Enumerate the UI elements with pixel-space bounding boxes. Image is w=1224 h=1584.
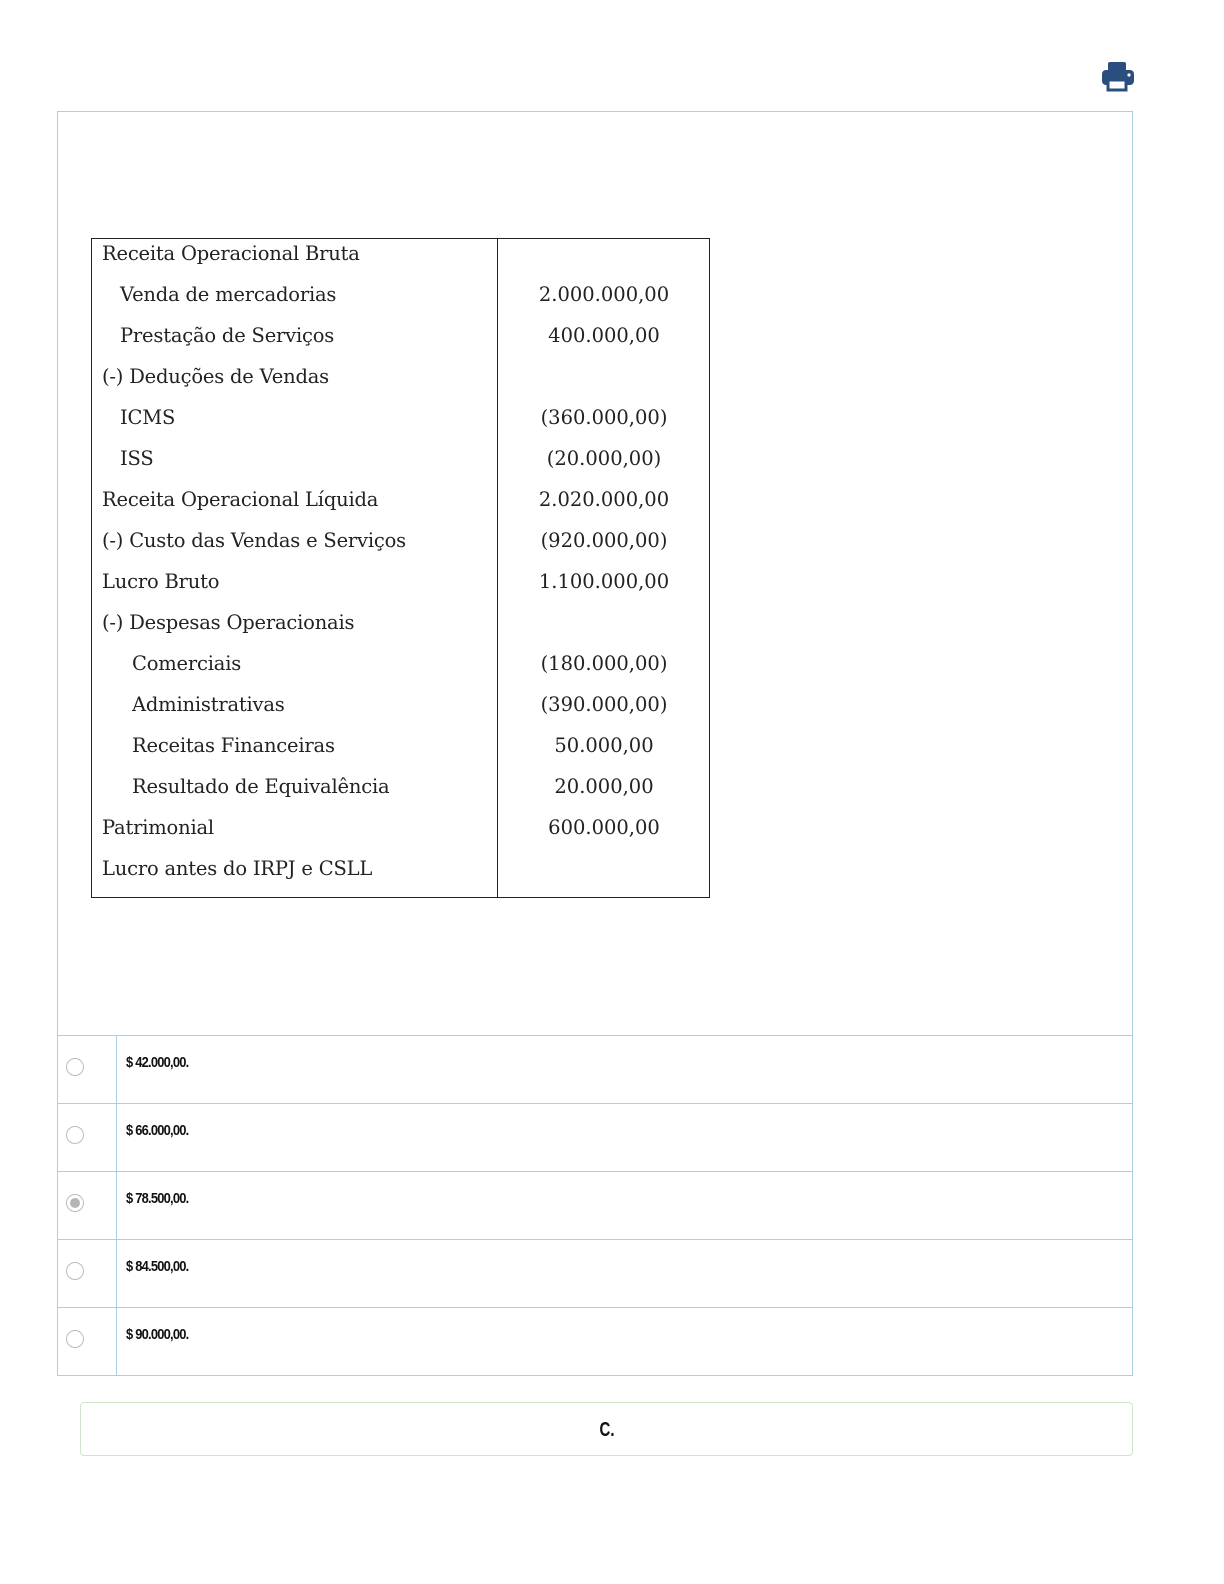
row-value: 2.000.000,00	[538, 283, 670, 306]
row-value: (360.000,00)	[540, 406, 668, 429]
table-row	[92, 854, 709, 895]
option-d[interactable]	[58, 1239, 1132, 1307]
option-radio-cell	[58, 1308, 117, 1375]
option-d-radio[interactable]	[66, 1262, 84, 1280]
table-row	[92, 321, 709, 362]
table-row	[92, 280, 709, 321]
row-label: (-) Despesas Operacionais	[102, 611, 355, 634]
row-label: ICMS	[120, 406, 176, 429]
row-label: Lucro antes do IRPJ e CSLL	[102, 857, 373, 880]
row-label: ISS	[120, 447, 154, 470]
option-e[interactable]	[58, 1307, 1132, 1375]
answer-feedback-box	[80, 1402, 1133, 1456]
option-d-label: $ 84.500,00.	[126, 1258, 189, 1275]
row-label: Venda de mercadorias	[120, 283, 337, 306]
answer-text: C.	[599, 1419, 614, 1441]
option-radio-cell	[58, 1036, 117, 1103]
table-row	[92, 526, 709, 567]
table-row	[92, 772, 709, 813]
row-label: Receita Operacional Bruta	[102, 242, 360, 265]
option-e-radio[interactable]	[66, 1330, 84, 1348]
table-row	[92, 731, 709, 772]
option-a-radio[interactable]	[66, 1058, 84, 1076]
option-e-label: $ 90.000,00.	[126, 1326, 189, 1343]
question-statement	[58, 112, 1132, 1035]
row-value: (180.000,00)	[540, 652, 668, 675]
row-value: 2.020.000,00	[538, 488, 670, 511]
row-label: Administrativas	[132, 693, 285, 716]
row-value: (390.000,00)	[540, 693, 668, 716]
table-row	[92, 813, 709, 854]
row-value: 600.000,00	[548, 816, 660, 839]
row-value: 400.000,00	[548, 324, 660, 347]
row-label: Prestação de Serviços	[120, 324, 335, 347]
row-label: (-) Deduções de Vendas	[102, 365, 329, 388]
income-statement-table	[91, 238, 710, 898]
table-row	[92, 649, 709, 690]
option-radio-cell	[58, 1104, 117, 1171]
option-radio-cell	[58, 1240, 117, 1307]
row-label: Lucro Bruto	[102, 570, 220, 593]
option-c-radio[interactable]	[66, 1194, 84, 1212]
row-label: Receita Operacional Líquida	[102, 488, 379, 511]
option-a[interactable]	[58, 1035, 1132, 1103]
option-radio-cell	[58, 1172, 117, 1239]
table-row	[92, 567, 709, 608]
print-button[interactable]	[1098, 58, 1138, 94]
row-value: (920.000,00)	[540, 529, 668, 552]
printer-icon	[1098, 58, 1138, 94]
row-label: Resultado de Equivalência	[132, 775, 390, 798]
row-value: 1.100.000,00	[538, 570, 670, 593]
row-value: (20.000,00)	[546, 447, 662, 470]
table-row	[92, 444, 709, 485]
table-row	[92, 403, 709, 444]
option-c-label: $ 78.500,00.	[126, 1190, 189, 1207]
option-b-label: $ 66.000,00.	[126, 1122, 189, 1139]
option-b-radio[interactable]	[66, 1126, 84, 1144]
row-label: (-) Custo das Vendas e Serviços	[102, 529, 406, 552]
table-row	[92, 239, 709, 280]
option-b[interactable]	[58, 1103, 1132, 1171]
table-row	[92, 608, 709, 649]
answer-options	[58, 1035, 1132, 1375]
table-row	[92, 362, 709, 403]
row-value: 50.000,00	[554, 734, 654, 757]
row-value: 20.000,00	[554, 775, 654, 798]
row-label: Patrimonial	[102, 816, 214, 839]
table-row	[92, 690, 709, 731]
table-row	[92, 485, 709, 526]
row-label: Receitas Financeiras	[132, 734, 335, 757]
question-card	[57, 111, 1133, 1376]
row-label: Comerciais	[132, 652, 242, 675]
option-c[interactable]	[58, 1171, 1132, 1239]
option-a-label: $ 42.000,00.	[126, 1054, 189, 1071]
